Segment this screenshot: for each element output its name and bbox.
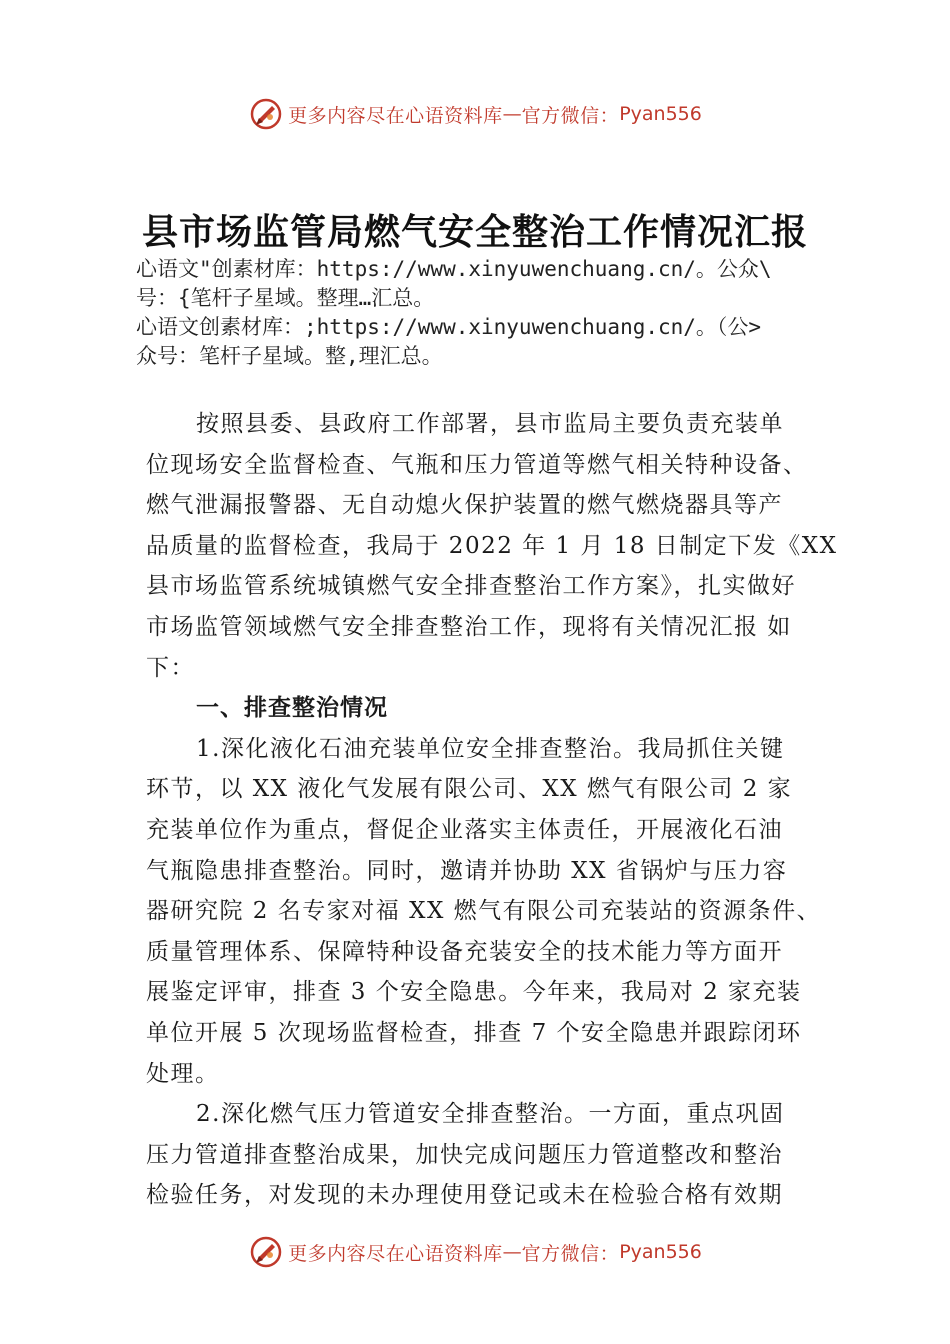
- body-line: 2.深化燃气压力管道安全排查整治。一方面，重点巩固: [196, 1101, 785, 1128]
- banner-separator: —: [502, 103, 522, 125]
- watermark-text-block-2: [136, 313, 836, 371]
- body-line: 检验任务，对发现的未办理使用登记或未在检验合格有效期: [146, 1182, 783, 1209]
- body-line: 市场监管领域燃气安全排查整治工作，现将有关情况汇报 如: [146, 613, 792, 640]
- banner-text: 更多内容尽在心语资料库: [288, 104, 503, 127]
- body-line: 处理。: [146, 1060, 220, 1087]
- body-line: 气瓶隐患排查整治。同时，邀请并协助 XX 省锅炉与压力容: [146, 857, 788, 884]
- body-line: 环节，以 XX 液化气发展有限公司、XX 燃气有限公司 2 家: [146, 776, 793, 803]
- body-line: 展鉴定评审，排查 3 个安全隐患。今年来，我局对 2 家充装: [146, 979, 802, 1006]
- watermark-line: 号：{笔杆子星域。整理…汇总。: [136, 286, 435, 310]
- footer-banner: [0, 1232, 950, 1272]
- document-title: 县市场监管局燃气安全整治工作情况汇报: [141, 211, 808, 253]
- banner-wechat-label: 官方微信：: [521, 1242, 620, 1265]
- body-line: 位现场安全监督检查、气瓶和压力管道等燃气相关特种设备、: [146, 451, 808, 478]
- body-line: 1.深化液化石油充装单位安全排查整治。我局抓住关键: [196, 735, 785, 762]
- banner-wechat-label: 官方微信：: [521, 104, 620, 127]
- banner-wechat-id: Pyan556: [619, 1241, 702, 1263]
- banner-wechat-id: Pyan556: [619, 103, 702, 125]
- body-line: 单位开展 5 次现场监督检查，排查 7 个安全隐患并跟踪闭环: [146, 1019, 802, 1046]
- body-line: 按照县委、县政府工作部署，县市监局主要负责充装单: [196, 411, 784, 437]
- document-body: [146, 404, 838, 1216]
- body-line: 质量管理体系、保障特种设备充装安全的技术能力等方面开: [146, 938, 783, 965]
- body-line: 品质量的监督检查，我局于 2022 年 1 月 18 日制定下发《XX: [146, 532, 838, 559]
- brand-logo-icon: [248, 1234, 284, 1270]
- body-line: 县市场监管系统城镇燃气安全排查整治工作方案》，扎实做好: [146, 573, 796, 600]
- body-line: 压力管道排查整治成果，加快完成问题压力管道整改和整治: [146, 1141, 783, 1168]
- body-line: 充装单位作为重点，督促企业落实主体责任，开展液化石油: [146, 816, 783, 843]
- body-line: 器研究院 2 名专家对福 XX 燃气有限公司充装站的资源条件、: [146, 898, 822, 925]
- banner-text: 更多内容尽在心语资料库: [288, 1242, 503, 1265]
- watermark-text-block-1: [136, 255, 836, 313]
- brand-logo-icon: [248, 96, 284, 132]
- banner-separator: —: [502, 1241, 522, 1263]
- section-heading: 一、排查整治情况: [196, 694, 388, 722]
- watermark-line: 众号：笔杆子星域。整,理汇总。: [136, 344, 443, 368]
- header-banner: [0, 94, 950, 134]
- body-line: 下：: [146, 654, 195, 681]
- watermark-line: 心语文"创素材库：https://www.xinyuwenchuang.cn/。公众\: [136, 257, 772, 281]
- body-line: 燃气泄漏报警器、无自动熄火保护装置的燃气燃烧器具等产: [146, 492, 783, 519]
- watermark-line: 心语文创素材库：;https://www.xinyuwenchuang.cn/。（公>: [136, 315, 762, 339]
